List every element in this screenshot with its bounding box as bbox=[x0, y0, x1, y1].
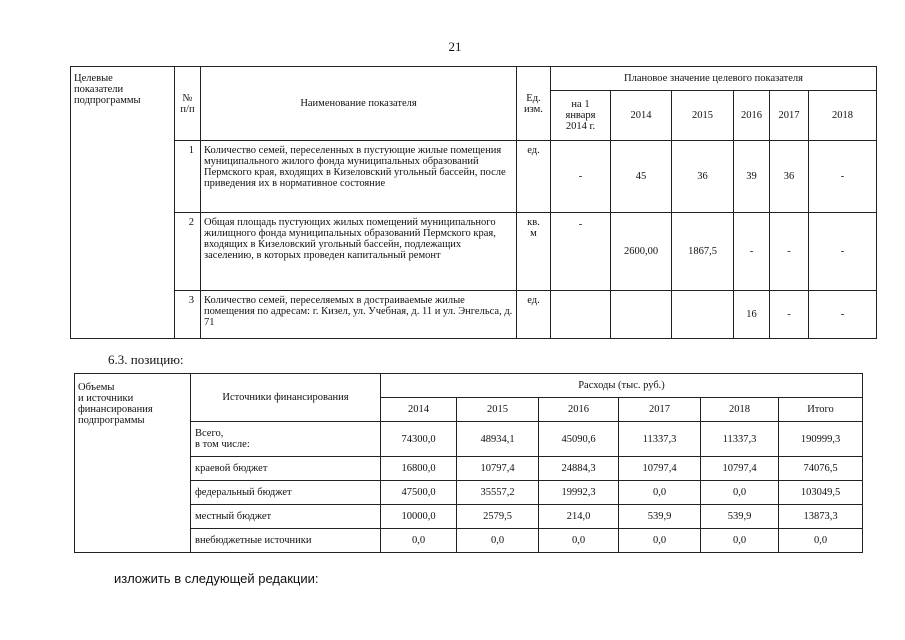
value-cell: 36 bbox=[770, 141, 809, 213]
unit: кв. м bbox=[517, 213, 551, 291]
value-cell: 0,0 bbox=[701, 529, 779, 553]
row-number: 3 bbox=[175, 291, 201, 339]
table-row bbox=[71, 213, 877, 291]
table-row bbox=[71, 141, 877, 213]
value-cell: 11337,3 bbox=[701, 422, 779, 457]
table-row bbox=[75, 505, 863, 529]
value-cell bbox=[551, 291, 611, 339]
value-cell: - bbox=[809, 291, 877, 339]
value-cell: 214,0 bbox=[539, 505, 619, 529]
row-number: 1 bbox=[175, 141, 201, 213]
value-cell: 0,0 bbox=[701, 481, 779, 505]
value-cell: 16800,0 bbox=[381, 457, 457, 481]
indicator-name: Количество семей, переселенных в пустующие жилые помещения муниципального жилого фонда муниципальных образований Пермского края, входящих в Кизеловский угольный бассейн, после приведения их в нормативное состояние bbox=[201, 141, 517, 213]
source-label: местный бюджет bbox=[191, 505, 381, 529]
year-header: на 1 января 2014 г. bbox=[551, 91, 611, 141]
indicator-name-header: Наименование показателя bbox=[201, 67, 517, 141]
value-cell: 0,0 bbox=[539, 529, 619, 553]
value-cell: 13873,3 bbox=[779, 505, 863, 529]
value-cell: 0,0 bbox=[779, 529, 863, 553]
plan-value-header: Плановое значение целевого показателя bbox=[551, 67, 877, 91]
value-cell: 74076,5 bbox=[779, 457, 863, 481]
value-cell: 0,0 bbox=[457, 529, 539, 553]
value-cell: 190999,3 bbox=[779, 422, 863, 457]
value-cell bbox=[672, 291, 734, 339]
value-cell: - bbox=[770, 291, 809, 339]
expenses-header: Расходы (тыс. руб.) bbox=[381, 374, 863, 398]
value-cell: 10797,4 bbox=[457, 457, 539, 481]
unit: ед. bbox=[517, 141, 551, 213]
value-cell: 0,0 bbox=[619, 529, 701, 553]
source-label: краевой бюджет bbox=[191, 457, 381, 481]
source-label: Всего, в том числе: bbox=[191, 422, 381, 457]
value-cell: 0,0 bbox=[381, 529, 457, 553]
year-header: 2016 bbox=[734, 91, 770, 141]
year-header: 2016 bbox=[539, 398, 619, 422]
table-row bbox=[75, 422, 863, 457]
value-cell: 2600,00 bbox=[611, 213, 672, 291]
year-header: 2017 bbox=[770, 91, 809, 141]
value-cell: - bbox=[809, 141, 877, 213]
closing-text: изложить в следующей редакции: bbox=[114, 571, 319, 586]
target-indicators-table bbox=[70, 66, 877, 339]
table-row bbox=[75, 529, 863, 553]
indicator-name: Общая площадь пустующих жилых помещений муниципального жилищного фонда муниципальных образований Пермского края, входящих в Кизеловский угольный бассейн, подлежащих заселению, в которых проведен капитальный ремонт bbox=[201, 213, 517, 291]
value-cell: - bbox=[734, 213, 770, 291]
indicator-name: Количество семей, переселяемых в достраиваемые жилые помещения по адресам: г. Кизел, ул. Учебная, д. 11 и ул. Энгельса, д. 71 bbox=[201, 291, 517, 339]
value-cell: 24884,3 bbox=[539, 457, 619, 481]
target-indicators-label: Целевые показатели подпрограммы bbox=[71, 67, 175, 339]
year-header: 2018 bbox=[809, 91, 877, 141]
value-cell: - bbox=[551, 213, 611, 291]
table-row bbox=[71, 291, 877, 339]
value-cell: 74300,0 bbox=[381, 422, 457, 457]
sources-header: Источники финансирования bbox=[191, 374, 381, 422]
unit-header: Ед. изм. bbox=[517, 67, 551, 141]
year-header: 2014 bbox=[381, 398, 457, 422]
value-cell: 35557,2 bbox=[457, 481, 539, 505]
value-cell: 45090,6 bbox=[539, 422, 619, 457]
value-cell: - bbox=[809, 213, 877, 291]
value-cell: 45 bbox=[611, 141, 672, 213]
year-header: 2018 bbox=[701, 398, 779, 422]
value-cell bbox=[611, 291, 672, 339]
value-cell: 10797,4 bbox=[619, 457, 701, 481]
table-row bbox=[75, 481, 863, 505]
value-cell: 39 bbox=[734, 141, 770, 213]
financing-label: Объемы и источники финансирования подпрограммы bbox=[75, 374, 191, 553]
unit: ед. bbox=[517, 291, 551, 339]
year-header: 2015 bbox=[672, 91, 734, 141]
row-number: 2 bbox=[175, 213, 201, 291]
value-cell: 47500,0 bbox=[381, 481, 457, 505]
value-cell: 0,0 bbox=[619, 481, 701, 505]
value-cell: 2579,5 bbox=[457, 505, 539, 529]
value-cell: 10000,0 bbox=[381, 505, 457, 529]
value-cell: - bbox=[770, 213, 809, 291]
number-header: № п/п bbox=[175, 67, 201, 141]
value-cell: 48934,1 bbox=[457, 422, 539, 457]
year-header: 2015 bbox=[457, 398, 539, 422]
value-cell: 11337,3 bbox=[619, 422, 701, 457]
financing-table bbox=[74, 373, 863, 553]
table-row bbox=[75, 457, 863, 481]
section-heading: 6.3. позицию: bbox=[108, 352, 184, 367]
value-cell: 1867,5 bbox=[672, 213, 734, 291]
value-cell: 19992,3 bbox=[539, 481, 619, 505]
value-cell: 16 bbox=[734, 291, 770, 339]
page-number: 21 bbox=[448, 39, 462, 54]
year-header: 2017 bbox=[619, 398, 701, 422]
value-cell: 539,9 bbox=[701, 505, 779, 529]
value-cell: 103049,5 bbox=[779, 481, 863, 505]
total-header: Итого bbox=[779, 398, 863, 422]
value-cell: 10797,4 bbox=[701, 457, 779, 481]
value-cell: - bbox=[551, 141, 611, 213]
value-cell: 36 bbox=[672, 141, 734, 213]
source-label: внебюджетные источники bbox=[191, 529, 381, 553]
year-header: 2014 bbox=[611, 91, 672, 141]
source-label: федеральный бюджет bbox=[191, 481, 381, 505]
value-cell: 539,9 bbox=[619, 505, 701, 529]
